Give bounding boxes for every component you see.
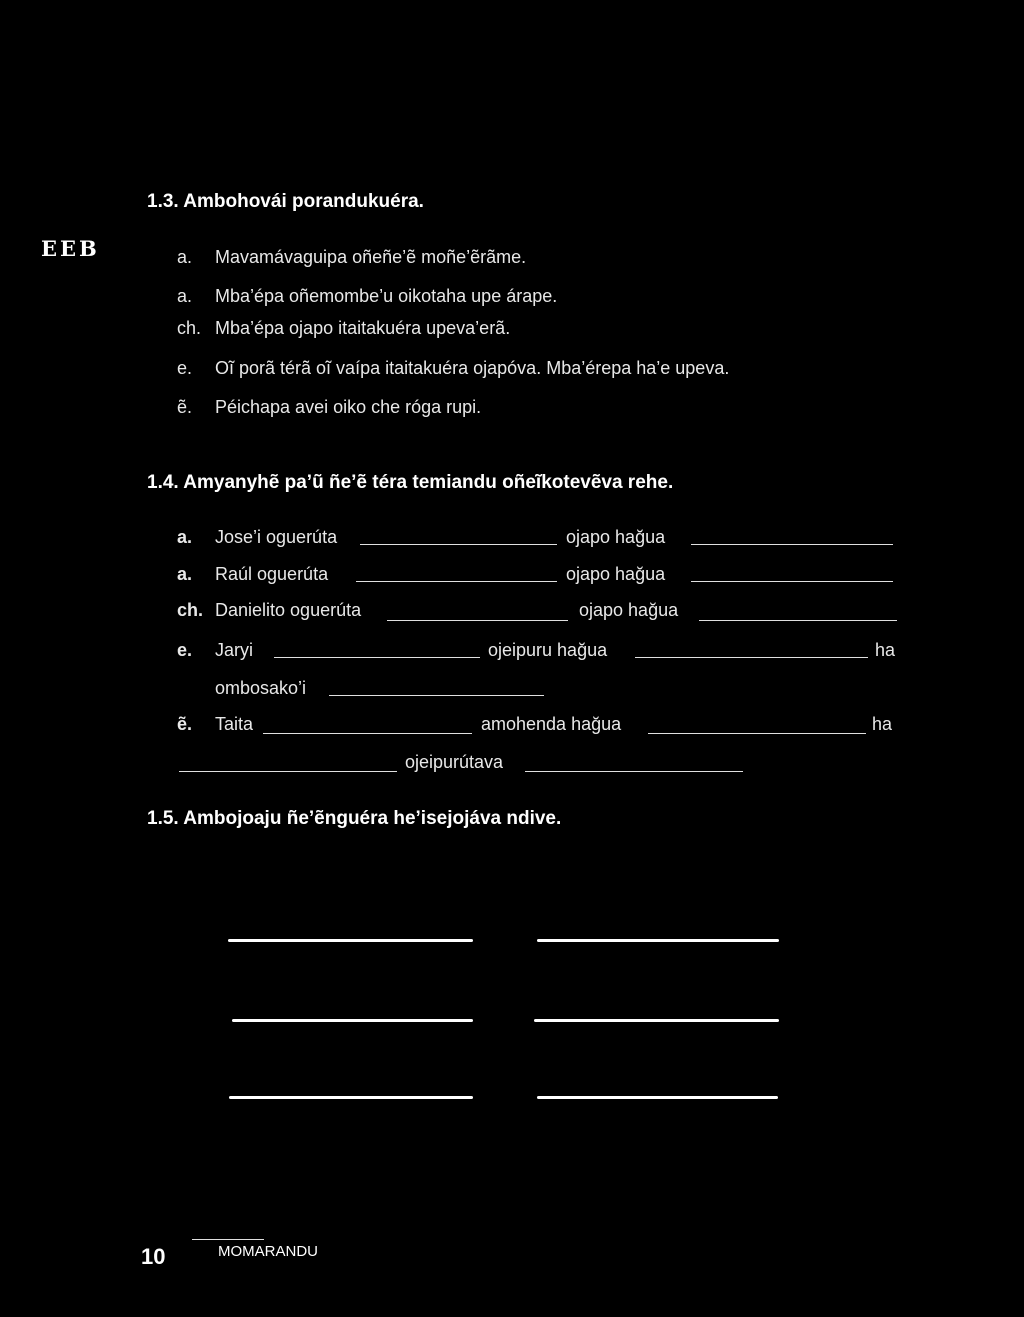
q14-item-label: e. [177,640,193,660]
footer-rule [192,1239,264,1240]
blank-line[interactable] [635,657,868,658]
q13-item-text: Oĩ porã térã oĩ vaípa itaitakuéra ojapóva. Mba’érepa ha’e upeva. [215,358,730,378]
q14-item-text: Raúl oguerúta [215,564,329,584]
section-1-5-title: 1.5. Ambojoaju ñe’ẽnguéra he’isejojáva ndive. [147,808,562,829]
blank-line[interactable] [360,544,557,545]
q14-item-text: ojeipurútava [405,752,504,772]
blank-line[interactable] [274,657,480,658]
q14-item-text: Taita [215,714,254,734]
q13-item-label: ẽ. [177,397,193,417]
footer-label: MOMARANDU [218,1243,318,1260]
q14-item-text: ojeipuru hağua [488,640,608,660]
match-line[interactable] [537,1096,778,1099]
q13-item-label: a. [177,286,193,306]
q13-item-text: Péichapa avei oiko che róga rupi. [215,397,482,417]
blank-line[interactable] [356,581,557,582]
page-number: 10 [141,1244,166,1269]
blank-line[interactable] [525,771,743,772]
side-label: EEB [41,236,100,261]
q14-item-text: ojapo hağua [566,564,666,584]
q14-item-label: a. [177,564,193,584]
match-line[interactable] [228,939,473,942]
blank-line[interactable] [179,771,397,772]
q14-item-text: ombosako’i [215,678,307,698]
q13-item-label: ch. [177,318,202,338]
blank-line[interactable] [648,733,866,734]
q13-item-text: Mba’épa ojapo itaitakuéra upeva’erã. [215,318,511,338]
q14-item-text: ha [875,640,896,660]
q14-item-text: Jaryi [215,640,254,660]
blank-line[interactable] [691,544,893,545]
q13-item-label: e. [177,358,193,378]
q13-item-label: a. [177,247,193,267]
q14-item-text: ha [872,714,893,734]
q14-item-text: Danielito oguerúta [215,600,362,620]
match-line[interactable] [537,939,779,942]
q14-item-text: ojapo hağua [566,527,666,547]
match-line[interactable] [229,1096,473,1099]
match-line[interactable] [534,1019,779,1022]
blank-line[interactable] [263,733,472,734]
q13-item-text: Mba’épa oñemombe’u oikotaha upe árape. [215,286,558,306]
q13-item-text: Mavamávaguipa oñeñe’ẽ moñe’ẽrãme. [215,247,527,267]
section-1-3-title: 1.3. Ambohovái porandukuéra. [147,191,424,212]
blank-line[interactable] [699,620,897,621]
q14-item-label: ẽ. [177,714,193,734]
q14-item-text: ojapo hağua [579,600,679,620]
q14-item-label: ch. [177,600,204,620]
q14-item-text: Jose’i oguerúta [215,527,338,547]
q14-item-text: amohenda hağua [481,714,622,734]
match-line[interactable] [232,1019,473,1022]
blank-line[interactable] [691,581,893,582]
section-1-4-title: 1.4. Amyanyhẽ pa’ũ ñe’ẽ téra temiandu oñeĩkotevẽva rehe. [147,472,674,493]
blank-line[interactable] [387,620,568,621]
blank-line[interactable] [329,695,544,696]
q14-item-label: a. [177,527,193,547]
